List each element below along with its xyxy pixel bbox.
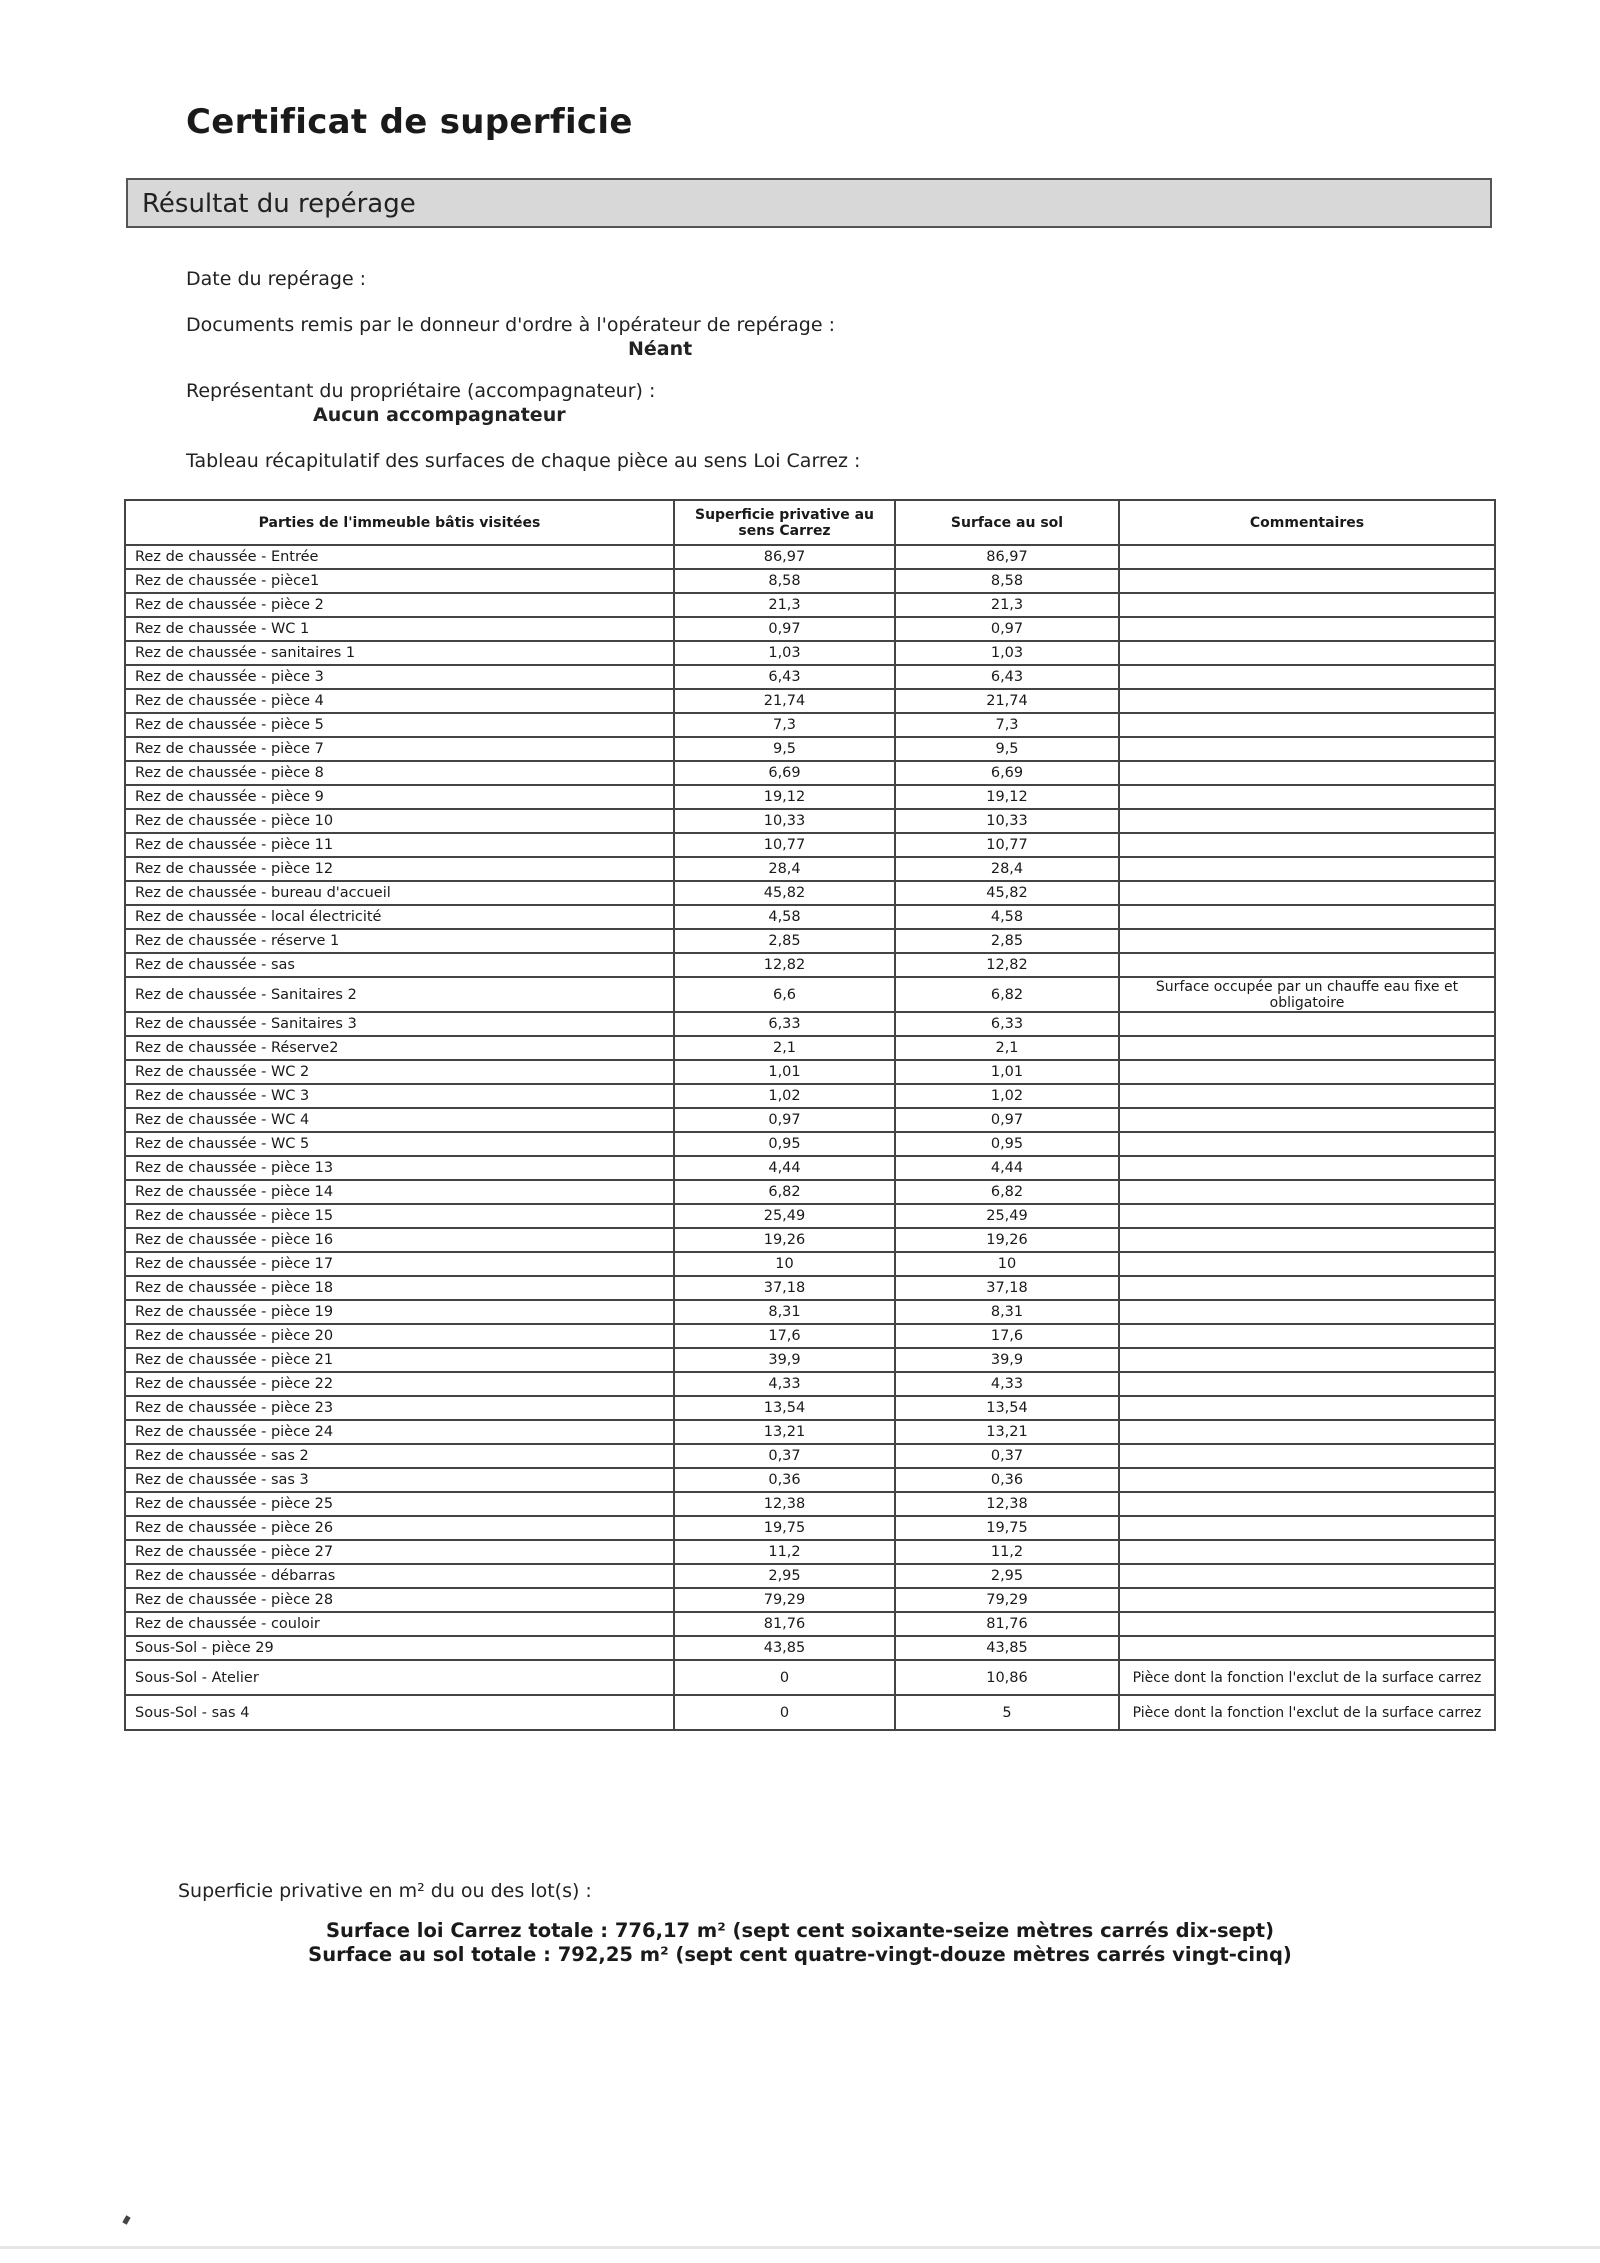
table-row — [125, 1276, 1495, 1300]
row-carrez: 0 — [674, 1660, 895, 1695]
row-comment — [1119, 1540, 1495, 1564]
row-carrez: 28,4 — [674, 857, 895, 881]
row-sol: 37,18 — [895, 1276, 1119, 1300]
row-sol: 45,82 — [895, 881, 1119, 905]
row-carrez: 10 — [674, 1252, 895, 1276]
row-name: Rez de chaussée - Réserve2 — [125, 1036, 674, 1060]
row-sol: 4,33 — [895, 1372, 1119, 1396]
row-carrez: 25,49 — [674, 1204, 895, 1228]
row-comment — [1119, 1132, 1495, 1156]
row-comment — [1119, 1516, 1495, 1540]
row-carrez: 0,97 — [674, 1108, 895, 1132]
row-name: Rez de chaussée - pièce 18 — [125, 1276, 674, 1300]
table-row — [125, 545, 1495, 569]
row-sol: 0,97 — [895, 617, 1119, 641]
row-comment — [1119, 1300, 1495, 1324]
row-comment — [1119, 1612, 1495, 1636]
row-carrez: 11,2 — [674, 1540, 895, 1564]
row-sol: 1,01 — [895, 1060, 1119, 1084]
header-parts: Parties de l'immeuble bâtis visitées — [125, 500, 674, 545]
row-comment — [1119, 641, 1495, 665]
row-name: Rez de chaussée - pièce 21 — [125, 1348, 674, 1372]
table-row — [125, 1084, 1495, 1108]
row-carrez: 86,97 — [674, 545, 895, 569]
row-sol: 19,12 — [895, 785, 1119, 809]
documents-label: Documents remis par le donneur d'ordre à l'opérateur de repérage : — [186, 314, 835, 336]
row-sol: 17,6 — [895, 1324, 1119, 1348]
row-comment — [1119, 617, 1495, 641]
row-carrez: 21,74 — [674, 689, 895, 713]
row-sol: 6,82 — [895, 1180, 1119, 1204]
row-carrez: 6,43 — [674, 665, 895, 689]
row-name: Rez de chaussée - pièce 27 — [125, 1540, 674, 1564]
row-name: Rez de chaussée - WC 3 — [125, 1084, 674, 1108]
row-comment — [1119, 545, 1495, 569]
row-carrez: 12,82 — [674, 953, 895, 977]
table-row — [125, 1396, 1495, 1420]
table-row — [125, 1324, 1495, 1348]
row-sol: 1,03 — [895, 641, 1119, 665]
documents-value: Néant — [628, 338, 693, 360]
row-name: Rez de chaussée - pièce 12 — [125, 857, 674, 881]
row-name: Rez de chaussée - pièce 7 — [125, 737, 674, 761]
row-sol: 10 — [895, 1252, 1119, 1276]
row-name: Rez de chaussée - pièce 3 — [125, 665, 674, 689]
row-carrez: 0,97 — [674, 617, 895, 641]
row-comment — [1119, 593, 1495, 617]
row-sol: 6,43 — [895, 665, 1119, 689]
table-row — [125, 617, 1495, 641]
table-row — [125, 1492, 1495, 1516]
row-comment — [1119, 689, 1495, 713]
row-name: Rez de chaussée - Sanitaires 2 — [125, 977, 674, 1012]
table-row — [125, 641, 1495, 665]
table-row — [125, 713, 1495, 737]
table-row — [125, 857, 1495, 881]
table-row — [125, 1588, 1495, 1612]
row-comment — [1119, 1036, 1495, 1060]
row-name: Rez de chaussée - pièce 11 — [125, 833, 674, 857]
row-name: Rez de chaussée - bureau d'accueil — [125, 881, 674, 905]
table-row — [125, 1420, 1495, 1444]
row-name: Rez de chaussée - sanitaires 1 — [125, 641, 674, 665]
row-sol: 8,31 — [895, 1300, 1119, 1324]
row-comment — [1119, 1588, 1495, 1612]
table-row — [125, 1228, 1495, 1252]
row-comment — [1119, 1180, 1495, 1204]
row-carrez: 37,18 — [674, 1276, 895, 1300]
row-sol: 79,29 — [895, 1588, 1119, 1612]
table-row — [125, 665, 1495, 689]
row-sol: 8,58 — [895, 569, 1119, 593]
row-sol: 21,74 — [895, 689, 1119, 713]
row-comment — [1119, 953, 1495, 977]
row-carrez: 81,76 — [674, 1612, 895, 1636]
row-name: Rez de chaussée - Sanitaires 3 — [125, 1012, 674, 1036]
row-sol: 2,1 — [895, 1036, 1119, 1060]
row-sol: 6,69 — [895, 761, 1119, 785]
row-carrez: 13,21 — [674, 1420, 895, 1444]
row-carrez: 10,77 — [674, 833, 895, 857]
row-carrez: 0,95 — [674, 1132, 895, 1156]
row-sol: 0,37 — [895, 1444, 1119, 1468]
row-name: Rez de chaussée - pièce 19 — [125, 1300, 674, 1324]
row-comment — [1119, 857, 1495, 881]
row-name: Rez de chaussée - pièce 25 — [125, 1492, 674, 1516]
row-carrez: 6,82 — [674, 1180, 895, 1204]
row-carrez: 2,1 — [674, 1036, 895, 1060]
row-name: Rez de chaussée - pièce 23 — [125, 1396, 674, 1420]
row-name: Rez de chaussée - pièce 4 — [125, 689, 674, 713]
row-sol: 6,33 — [895, 1012, 1119, 1036]
row-sol: 0,95 — [895, 1132, 1119, 1156]
row-name: Rez de chaussée - pièce 13 — [125, 1156, 674, 1180]
row-name: Rez de chaussée - sas 3 — [125, 1468, 674, 1492]
table-row — [125, 1695, 1495, 1730]
header-sol: Surface au sol — [895, 500, 1119, 545]
row-sol: 21,3 — [895, 593, 1119, 617]
row-name: Rez de chaussée - pièce 28 — [125, 1588, 674, 1612]
carrez-total: Surface loi Carrez totale : 776,17 m² (sept cent soixante-seize mètres carrés dix-sept) — [326, 1919, 1274, 1942]
table-row — [125, 1660, 1495, 1695]
row-name: Rez de chaussée - WC 1 — [125, 617, 674, 641]
row-comment — [1119, 1228, 1495, 1252]
row-comment — [1119, 1348, 1495, 1372]
table-row — [125, 1012, 1495, 1036]
row-name: Rez de chaussée - pièce 8 — [125, 761, 674, 785]
row-carrez: 2,95 — [674, 1564, 895, 1588]
table-row — [125, 785, 1495, 809]
row-comment: Pièce dont la fonction l'exclut de la surface carrez — [1119, 1660, 1495, 1695]
row-comment — [1119, 1252, 1495, 1276]
section-heading-bar — [126, 178, 1492, 228]
row-carrez: 8,58 — [674, 569, 895, 593]
sol-total: Surface au sol totale : 792,25 m² (sept cent quatre-vingt-douze mètres carrés vingt-cinq) — [308, 1943, 1292, 1966]
row-sol: 0,97 — [895, 1108, 1119, 1132]
row-comment — [1119, 785, 1495, 809]
table-row — [125, 1564, 1495, 1588]
row-sol: 0,36 — [895, 1468, 1119, 1492]
table-row — [125, 929, 1495, 953]
row-comment: Pièce dont la fonction l'exclut de la surface carrez — [1119, 1695, 1495, 1730]
row-name: Rez de chaussée - pièce 16 — [125, 1228, 674, 1252]
table-row — [125, 905, 1495, 929]
row-sol: 13,54 — [895, 1396, 1119, 1420]
row-name: Rez de chaussée - couloir — [125, 1612, 674, 1636]
table-row — [125, 1372, 1495, 1396]
row-carrez: 6,6 — [674, 977, 895, 1012]
row-sol: 19,75 — [895, 1516, 1119, 1540]
row-comment — [1119, 665, 1495, 689]
row-comment — [1119, 881, 1495, 905]
table-intro: Tableau récapitulatif des surfaces de chaque pièce au sens Loi Carrez : — [186, 450, 861, 472]
row-name: Rez de chaussée - pièce 14 — [125, 1180, 674, 1204]
row-sol: 81,76 — [895, 1612, 1119, 1636]
scan-edge — [0, 2246, 1600, 2249]
header-comments: Commentaires — [1119, 500, 1495, 545]
row-sol: 4,44 — [895, 1156, 1119, 1180]
row-sol: 6,82 — [895, 977, 1119, 1012]
table-row — [125, 1348, 1495, 1372]
row-comment — [1119, 1084, 1495, 1108]
row-carrez: 19,12 — [674, 785, 895, 809]
row-sol: 19,26 — [895, 1228, 1119, 1252]
header-carrez: Superficie privative au sens Carrez — [674, 500, 895, 545]
table-row — [125, 1180, 1495, 1204]
row-carrez: 4,44 — [674, 1156, 895, 1180]
row-carrez: 0,36 — [674, 1468, 895, 1492]
row-carrez: 17,6 — [674, 1324, 895, 1348]
row-name: Sous-Sol - Atelier — [125, 1660, 674, 1695]
row-carrez: 43,85 — [674, 1636, 895, 1660]
row-carrez: 4,33 — [674, 1372, 895, 1396]
row-carrez: 2,85 — [674, 929, 895, 953]
row-carrez: 6,33 — [674, 1012, 895, 1036]
table-row — [125, 1516, 1495, 1540]
table-row — [125, 1468, 1495, 1492]
row-carrez: 0,37 — [674, 1444, 895, 1468]
row-name: Rez de chaussée - local électricité — [125, 905, 674, 929]
row-name: Rez de chaussée - WC 2 — [125, 1060, 674, 1084]
row-carrez: 1,03 — [674, 641, 895, 665]
row-comment — [1119, 1396, 1495, 1420]
row-sol: 25,49 — [895, 1204, 1119, 1228]
row-comment — [1119, 569, 1495, 593]
summary-label: Superficie privative en m² du ou des lot(s) : — [178, 1880, 592, 1902]
table-row — [125, 1108, 1495, 1132]
row-name: Rez de chaussée - sas 2 — [125, 1444, 674, 1468]
row-comment — [1119, 929, 1495, 953]
row-carrez: 1,02 — [674, 1084, 895, 1108]
row-sol: 7,3 — [895, 713, 1119, 737]
row-name: Rez de chaussée - débarras — [125, 1564, 674, 1588]
row-carrez: 9,5 — [674, 737, 895, 761]
row-carrez: 0 — [674, 1695, 895, 1730]
row-sol: 9,5 — [895, 737, 1119, 761]
row-name: Rez de chaussée - pièce 10 — [125, 809, 674, 833]
row-comment — [1119, 1276, 1495, 1300]
row-carrez: 10,33 — [674, 809, 895, 833]
representative-label: Représentant du propriétaire (accompagnateur) : — [186, 380, 656, 402]
page-title: Certificat de superficie — [186, 102, 633, 142]
row-sol: 10,86 — [895, 1660, 1119, 1695]
table-row — [125, 1204, 1495, 1228]
table-row — [125, 1540, 1495, 1564]
row-comment — [1119, 1468, 1495, 1492]
row-name: Rez de chaussée - pièce 15 — [125, 1204, 674, 1228]
row-carrez: 1,01 — [674, 1060, 895, 1084]
row-name: Rez de chaussée - WC 4 — [125, 1108, 674, 1132]
row-name: Rez de chaussée - pièce 22 — [125, 1372, 674, 1396]
row-comment — [1119, 1012, 1495, 1036]
row-sol: 2,85 — [895, 929, 1119, 953]
surface-table — [124, 499, 1496, 1731]
table-row — [125, 1636, 1495, 1660]
representative-value: Aucun accompagnateur — [313, 404, 566, 426]
row-name: Rez de chaussée - WC 5 — [125, 1132, 674, 1156]
row-name: Sous-Sol - pièce 29 — [125, 1636, 674, 1660]
row-name: Rez de chaussée - pièce 17 — [125, 1252, 674, 1276]
row-carrez: 79,29 — [674, 1588, 895, 1612]
row-comment — [1119, 905, 1495, 929]
table-row — [125, 593, 1495, 617]
row-name: Rez de chaussée - pièce 20 — [125, 1324, 674, 1348]
row-sol: 86,97 — [895, 545, 1119, 569]
row-comment — [1119, 1492, 1495, 1516]
row-comment — [1119, 833, 1495, 857]
row-sol: 4,58 — [895, 905, 1119, 929]
row-sol: 5 — [895, 1695, 1119, 1730]
row-carrez: 8,31 — [674, 1300, 895, 1324]
table-row — [125, 1132, 1495, 1156]
row-sol: 12,82 — [895, 953, 1119, 977]
row-sol: 13,21 — [895, 1420, 1119, 1444]
row-carrez: 19,75 — [674, 1516, 895, 1540]
table-row — [125, 833, 1495, 857]
table-row — [125, 1444, 1495, 1468]
row-comment — [1119, 1636, 1495, 1660]
table-row — [125, 809, 1495, 833]
row-sol: 1,02 — [895, 1084, 1119, 1108]
table-header-row — [125, 500, 1495, 545]
table-row — [125, 1612, 1495, 1636]
row-sol: 12,38 — [895, 1492, 1119, 1516]
date-label: Date du repérage : — [186, 268, 367, 290]
table-row — [125, 881, 1495, 905]
row-comment — [1119, 713, 1495, 737]
row-name: Rez de chaussée - pièce 24 — [125, 1420, 674, 1444]
row-name: Rez de chaussée - Entrée — [125, 545, 674, 569]
row-comment — [1119, 1324, 1495, 1348]
table-row — [125, 1252, 1495, 1276]
table-row — [125, 761, 1495, 785]
row-comment — [1119, 809, 1495, 833]
row-sol: 11,2 — [895, 1540, 1119, 1564]
table-row — [125, 569, 1495, 593]
section-heading: Résultat du repérage — [142, 189, 416, 219]
row-comment — [1119, 761, 1495, 785]
row-comment — [1119, 1444, 1495, 1468]
row-sol: 39,9 — [895, 1348, 1119, 1372]
row-comment — [1119, 1156, 1495, 1180]
row-sol: 2,95 — [895, 1564, 1119, 1588]
row-carrez: 6,69 — [674, 761, 895, 785]
table-row — [125, 689, 1495, 713]
row-comment: Surface occupée par un chauffe eau fixe et obligatoire — [1119, 977, 1495, 1012]
row-comment — [1119, 737, 1495, 761]
row-name: Rez de chaussée - pièce1 — [125, 569, 674, 593]
table-row — [125, 977, 1495, 1012]
row-name: Rez de chaussée - pièce 2 — [125, 593, 674, 617]
row-name: Rez de chaussée - pièce 9 — [125, 785, 674, 809]
row-sol: 43,85 — [895, 1636, 1119, 1660]
table-row — [125, 1036, 1495, 1060]
row-comment — [1119, 1060, 1495, 1084]
table-row — [125, 737, 1495, 761]
row-carrez: 12,38 — [674, 1492, 895, 1516]
row-name: Sous-Sol - sas 4 — [125, 1695, 674, 1730]
row-comment — [1119, 1372, 1495, 1396]
table-row — [125, 1156, 1495, 1180]
row-sol: 28,4 — [895, 857, 1119, 881]
table-row — [125, 1060, 1495, 1084]
table-row — [125, 953, 1495, 977]
row-carrez: 39,9 — [674, 1348, 895, 1372]
row-name: Rez de chaussée - pièce 5 — [125, 713, 674, 737]
scan-speck — [122, 2215, 130, 2224]
row-sol: 10,77 — [895, 833, 1119, 857]
row-carrez: 4,58 — [674, 905, 895, 929]
row-comment — [1119, 1564, 1495, 1588]
row-carrez: 19,26 — [674, 1228, 895, 1252]
table-row — [125, 1300, 1495, 1324]
row-name: Rez de chaussée - sas — [125, 953, 674, 977]
row-sol: 10,33 — [895, 809, 1119, 833]
row-comment — [1119, 1420, 1495, 1444]
row-name: Rez de chaussée - pièce 26 — [125, 1516, 674, 1540]
row-carrez: 45,82 — [674, 881, 895, 905]
row-name: Rez de chaussée - réserve 1 — [125, 929, 674, 953]
row-carrez: 7,3 — [674, 713, 895, 737]
row-comment — [1119, 1108, 1495, 1132]
row-carrez: 13,54 — [674, 1396, 895, 1420]
row-comment — [1119, 1204, 1495, 1228]
row-carrez: 21,3 — [674, 593, 895, 617]
